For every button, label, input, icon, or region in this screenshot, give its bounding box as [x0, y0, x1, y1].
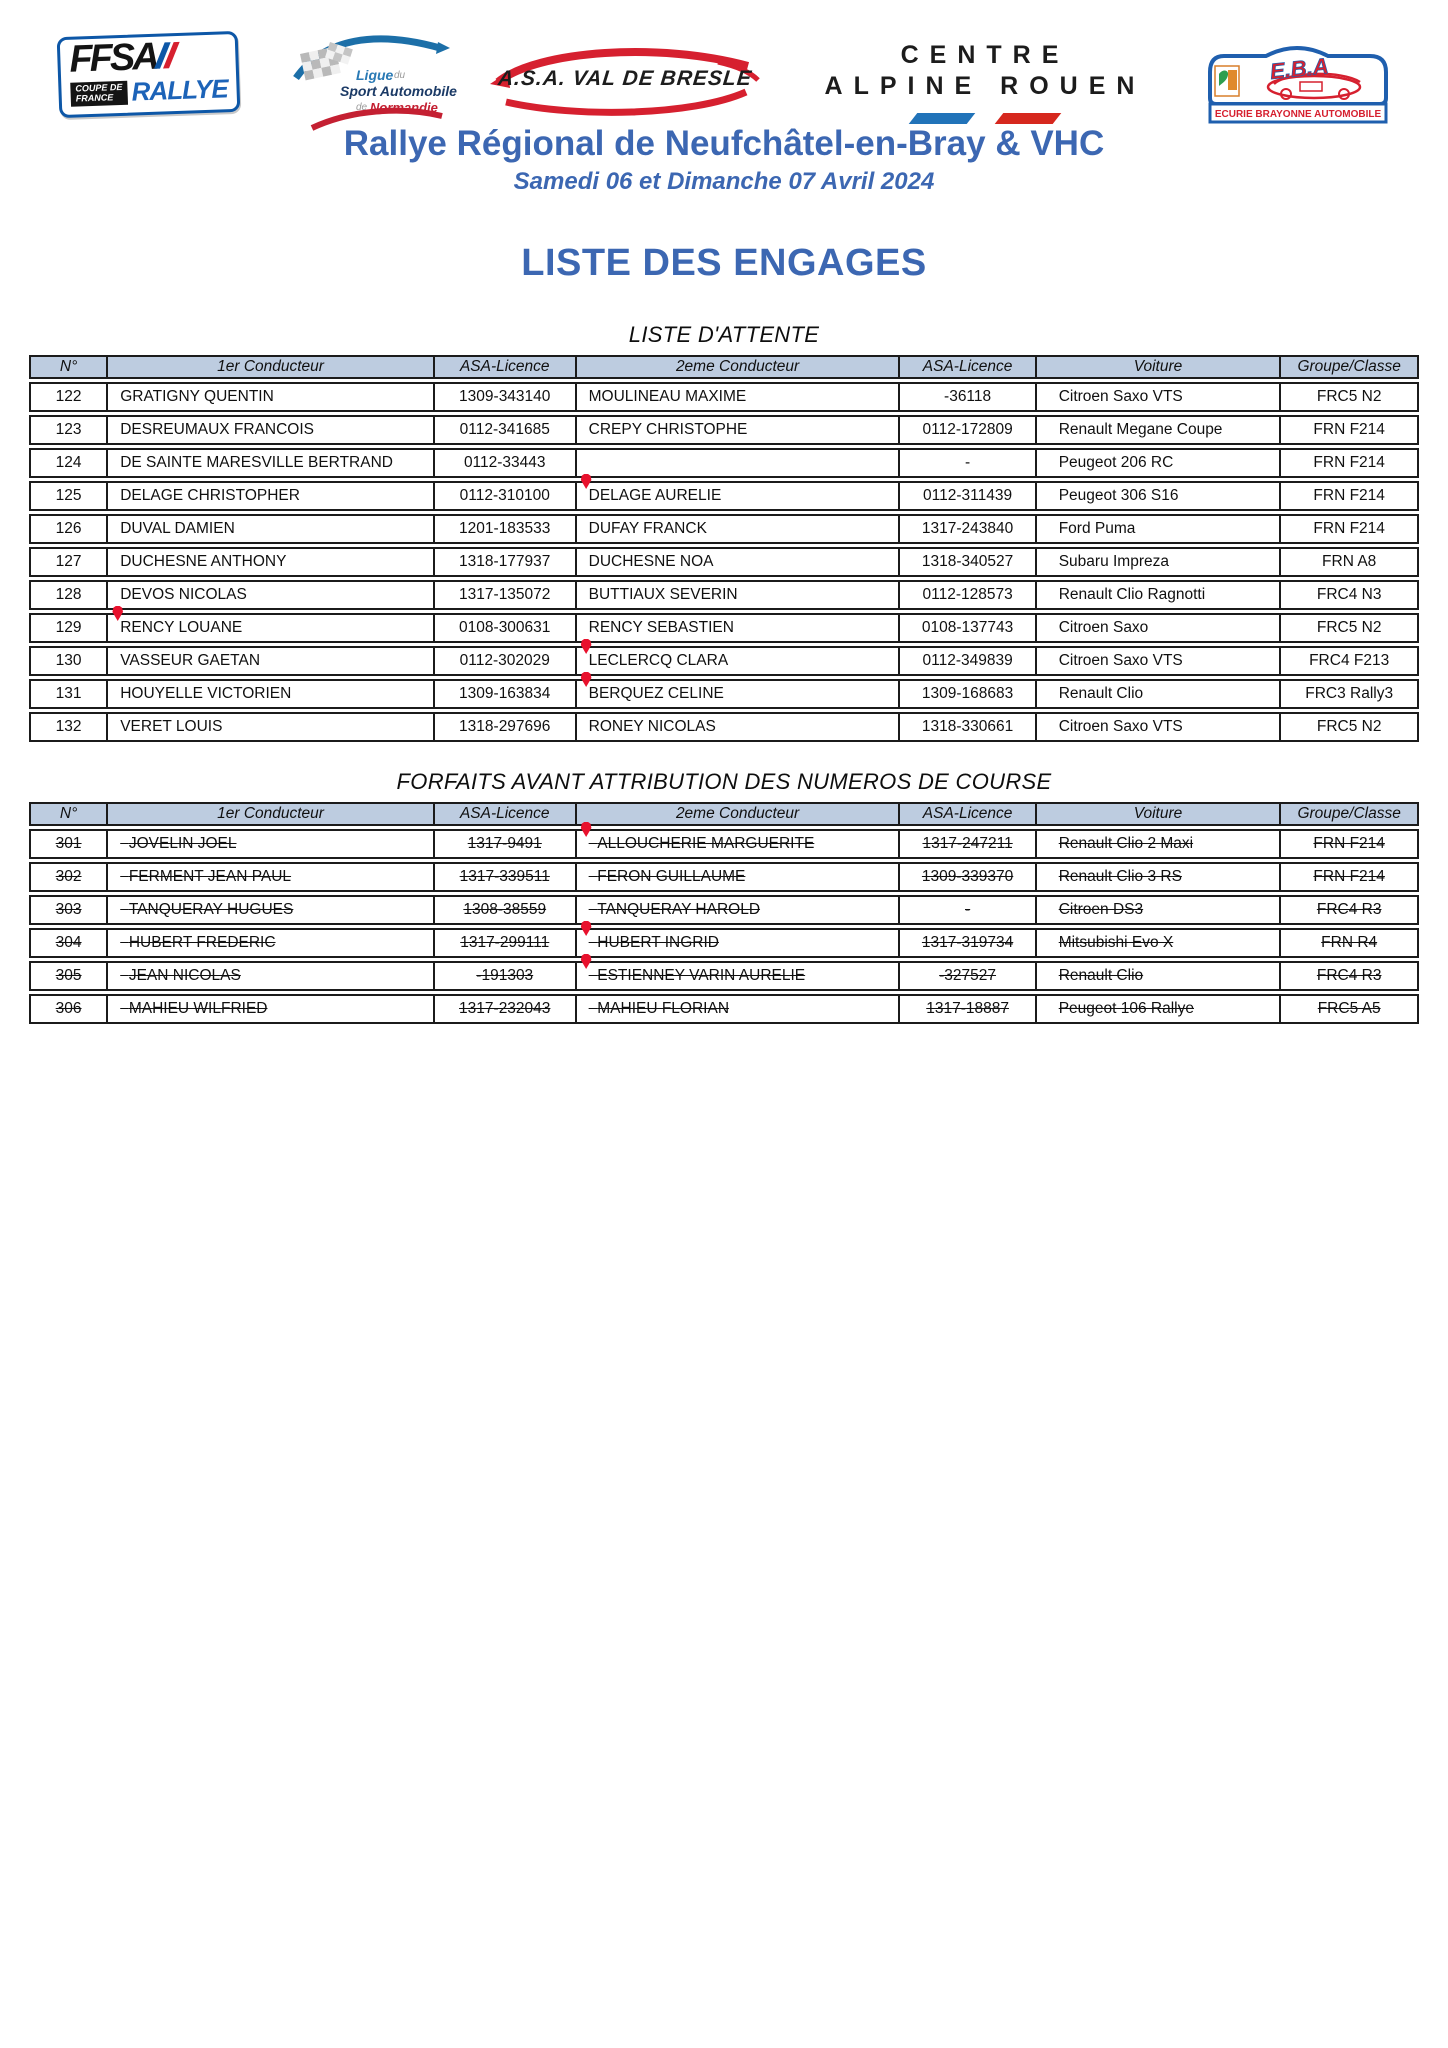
- driver1-name: VASSEUR GAETAN: [108, 646, 435, 676]
- group-class: FRC5 N2: [1281, 613, 1419, 643]
- car-name: Citroen Saxo VTS: [1037, 712, 1282, 742]
- event-date: Samedi 06 et Dimanche 07 Avril 2024: [513, 168, 935, 195]
- driver2-licence: 1317-247211: [900, 829, 1036, 859]
- col-header-num: N°: [29, 355, 108, 379]
- ffsa-slash-icon: [156, 35, 175, 78]
- centre-word: CENTRE: [900, 41, 1070, 69]
- forfait-row: [29, 928, 1419, 958]
- driver2-licence: 1309-339370: [900, 862, 1036, 892]
- row-number: 131: [29, 679, 108, 709]
- driver1-licence: 0112-341685: [435, 415, 577, 445]
- ligue-du: du: [394, 70, 406, 81]
- driver2-name: BERQUEZ CELINE: [577, 679, 901, 709]
- driver1-name: DUVAL DAMIEN: [108, 514, 435, 544]
- driver1-licence: -191303: [435, 961, 577, 991]
- ligue-normandie-graphic: [290, 28, 458, 136]
- car-name: Peugeot 206 RC: [1037, 448, 1282, 478]
- forfaits-table: [29, 799, 1419, 1027]
- waiting-row: [29, 646, 1419, 676]
- centre-alpine-rouen-logo: [820, 40, 1150, 124]
- waiting-list-header-row: [29, 355, 1419, 379]
- row-number: 130: [29, 646, 108, 676]
- driver1-licence: 1317-135072: [435, 580, 577, 610]
- row-number: 301: [29, 829, 108, 859]
- ffsa-wordmark: FFSA: [68, 35, 158, 81]
- row-number: 303: [29, 895, 108, 925]
- row-number: 129: [29, 613, 108, 643]
- driver2-licence: 1317-319734: [900, 928, 1036, 958]
- row-number: 125: [29, 481, 108, 511]
- forfait-row: [29, 895, 1419, 925]
- driver2-licence: -: [900, 895, 1036, 925]
- forfait-row: [29, 961, 1419, 991]
- france-stripes-icon: [820, 113, 1150, 124]
- ligue-word: Ligue: [356, 67, 394, 83]
- group-class: FRC5 N2: [1281, 712, 1419, 742]
- driver1-name: TANQUERAY HUGUES: [108, 895, 435, 925]
- group-class: FRC3 Rally3: [1281, 679, 1419, 709]
- waiting-row: [29, 382, 1419, 412]
- forfaits-header-row: [29, 802, 1419, 826]
- col-header-group: Groupe/Classe: [1281, 802, 1419, 826]
- group-class: FRN F214: [1281, 514, 1419, 544]
- group-class: FRC4 N3: [1281, 580, 1419, 610]
- driver2-name: CREPY CHRISTOPHE: [577, 415, 901, 445]
- waiting-row: [29, 415, 1419, 445]
- driver2-name: MAHIEU FLORIAN: [577, 994, 901, 1024]
- driver1-licence: 0112-302029: [435, 646, 577, 676]
- row-number: 304: [29, 928, 108, 958]
- driver1-licence: 1309-343140: [435, 382, 577, 412]
- driver1-name: MAHIEU WILFRIED: [108, 994, 435, 1024]
- driver2-name: RONEY NICOLAS: [577, 712, 901, 742]
- waiting-row: [29, 448, 1419, 478]
- forfait-row: [29, 862, 1419, 892]
- driver1-licence: 0112-310100: [435, 481, 577, 511]
- car-name: Mitsubishi Evo X: [1037, 928, 1282, 958]
- ligue-sport-automobile: Sport Automobile: [340, 83, 457, 99]
- car-name: Subaru Impreza: [1037, 547, 1282, 577]
- waiting-row: [29, 481, 1419, 511]
- asa-wordmark: A.S.A. VAL DE BRESLE: [496, 67, 754, 90]
- driver1-name: FERMENT JEAN PAUL: [108, 862, 435, 892]
- driver2-licence: -327527: [900, 961, 1036, 991]
- driver1-licence: 1318-297696: [435, 712, 577, 742]
- col-header-driver2: 2eme Conducteur: [577, 802, 901, 826]
- section-title-forfaits: FORFAITS AVANT ATTRIBUTION DES NUMEROS DE COURSE: [396, 769, 1052, 794]
- group-class: FRC5 N2: [1281, 382, 1419, 412]
- car-name: Citroen Saxo VTS: [1037, 382, 1282, 412]
- driver2-licence: 1318-330661: [900, 712, 1036, 742]
- driver1-licence: 0112-33443: [435, 448, 577, 478]
- row-number: 302: [29, 862, 108, 892]
- eba-logo: [1202, 40, 1394, 133]
- driver1-name: RENCY LOUANE: [108, 613, 435, 643]
- car-name: Renault Megane Coupe: [1037, 415, 1282, 445]
- group-class: FRN A8: [1281, 547, 1419, 577]
- col-header-num: N°: [29, 802, 108, 826]
- row-number: 132: [29, 712, 108, 742]
- driver1-licence: 1317-339511: [435, 862, 577, 892]
- car-name: Renault Clio Ragnotti: [1037, 580, 1282, 610]
- driver1-licence: 0108-300631: [435, 613, 577, 643]
- driver2-licence: 0112-128573: [900, 580, 1036, 610]
- car-name: Renault Clio: [1037, 679, 1282, 709]
- row-number: 128: [29, 580, 108, 610]
- group-class: FRN F214: [1281, 481, 1419, 511]
- driver2-name: DELAGE AURELIE: [577, 481, 901, 511]
- asa-val-de-bresle-logo: [480, 42, 770, 116]
- alpine-rouen-word: ALPINE ROUEN: [824, 72, 1146, 101]
- forfait-row: [29, 994, 1419, 1024]
- car-name: Renault Clio 2 Maxi: [1037, 829, 1282, 859]
- row-number: 124: [29, 448, 108, 478]
- group-class: FRN F214: [1281, 448, 1419, 478]
- col-header-car: Voiture: [1037, 802, 1282, 826]
- driver2-name: LECLERCQ CLARA: [577, 646, 901, 676]
- car-name: Renault Clio: [1037, 961, 1282, 991]
- car-name: Citroen Saxo: [1037, 613, 1282, 643]
- driver2-licence: 0108-137743: [900, 613, 1036, 643]
- section-title-attente: LISTE D'ATTENTE: [628, 322, 820, 347]
- driver2-licence: 0112-311439: [900, 481, 1036, 511]
- group-class: FRC4 R3: [1281, 895, 1419, 925]
- col-header-licence2: ASA-Licence: [900, 802, 1036, 826]
- driver1-licence: 1201-183533: [435, 514, 577, 544]
- list-title: LISTE DES ENGAGES: [521, 242, 927, 284]
- driver1-name: DEVOS NICOLAS: [108, 580, 435, 610]
- col-header-driver1: 1er Conducteur: [108, 802, 435, 826]
- ffsa-rallye: RALLYE: [131, 73, 229, 107]
- ffsa-logo: [58, 34, 239, 115]
- group-class: FRN F214: [1281, 862, 1419, 892]
- group-class: FRN F214: [1281, 829, 1419, 859]
- driver1-name: HUBERT FREDERIC: [108, 928, 435, 958]
- row-number: 126: [29, 514, 108, 544]
- car-name: Peugeot 106 Rallye: [1037, 994, 1282, 1024]
- ffsa-coupe-de: COUPE DE: [75, 81, 123, 94]
- driver1-licence: 1317-299111: [435, 928, 577, 958]
- page-title: Rallye Régional de Neufchâtel-en-Bray & VHC: [343, 124, 1105, 163]
- row-number: 122: [29, 382, 108, 412]
- row-number: 305: [29, 961, 108, 991]
- driver2-name: HUBERT INGRID: [577, 928, 901, 958]
- driver1-licence: 1317-232043: [435, 994, 577, 1024]
- driver2-licence: 1318-340527: [900, 547, 1036, 577]
- group-class: FRN F214: [1281, 415, 1419, 445]
- col-header-licence2: ASA-Licence: [900, 355, 1036, 379]
- driver2-name: BUTTIAUX SEVERIN: [577, 580, 901, 610]
- waiting-row: [29, 613, 1419, 643]
- driver2-licence: -36118: [900, 382, 1036, 412]
- driver2-licence: 1317-243840: [900, 514, 1036, 544]
- car-name: Renault Clio 3 RS: [1037, 862, 1282, 892]
- driver1-name: DESREUMAUX FRANCOIS: [108, 415, 435, 445]
- waiting-row: [29, 514, 1419, 544]
- group-class: FRC4 R3: [1281, 961, 1419, 991]
- col-header-licence1: ASA-Licence: [435, 802, 577, 826]
- ligue-de: de: [356, 102, 368, 113]
- group-class: FRC5 A5: [1281, 994, 1419, 1024]
- driver2-name: [577, 448, 901, 478]
- driver1-name: DUCHESNE ANTHONY: [108, 547, 435, 577]
- col-header-driver2: 2eme Conducteur: [577, 355, 901, 379]
- col-header-licence1: ASA-Licence: [435, 355, 577, 379]
- driver2-name: DUCHESNE NOA: [577, 547, 901, 577]
- ligue-normandie-word: Normandie: [370, 100, 438, 115]
- driver2-name: ALLOUCHERIE MARGUERITE: [577, 829, 901, 859]
- waiting-list-table: [29, 352, 1419, 745]
- car-name: Citroen Saxo VTS: [1037, 646, 1282, 676]
- car-name: Peugeot 306 S16: [1037, 481, 1282, 511]
- driver1-licence: 1317-9491: [435, 829, 577, 859]
- driver2-name: DUFAY FRANCK: [577, 514, 901, 544]
- row-number: 306: [29, 994, 108, 1024]
- driver2-licence: 1317-18887: [900, 994, 1036, 1024]
- col-header-car: Voiture: [1037, 355, 1282, 379]
- driver1-name: VERET LOUIS: [108, 712, 435, 742]
- driver2-name: TANQUERAY HAROLD: [577, 895, 901, 925]
- driver2-name: ESTIENNEY VARIN AURELIE: [577, 961, 901, 991]
- forfait-row: [29, 829, 1419, 859]
- waiting-row: [29, 547, 1419, 577]
- driver2-name: MOULINEAU MAXIME: [577, 382, 901, 412]
- waiting-row: [29, 679, 1419, 709]
- driver1-name: JOVELIN JOEL: [108, 829, 435, 859]
- row-number: 127: [29, 547, 108, 577]
- group-class: FRN R4: [1281, 928, 1419, 958]
- driver2-licence: 1309-168683: [900, 679, 1036, 709]
- eba-banner-text: ECURIE BRAYONNE AUTOMOBILE: [1214, 109, 1382, 120]
- driver1-licence: 1318-177937: [435, 547, 577, 577]
- driver2-licence: 0112-349839: [900, 646, 1036, 676]
- row-number: 123: [29, 415, 108, 445]
- driver2-name: FERON GUILLAUME: [577, 862, 901, 892]
- eba-plate-graphic: [1202, 40, 1394, 128]
- driver1-name: HOUYELLE VICTORIEN: [108, 679, 435, 709]
- waiting-row: [29, 580, 1419, 610]
- car-name: Ford Puma: [1037, 514, 1282, 544]
- driver1-name: DELAGE CHRISTOPHER: [108, 481, 435, 511]
- driver1-licence: 1309-163834: [435, 679, 577, 709]
- driver1-name: DE SAINTE MARESVILLE BERTRAND: [108, 448, 435, 478]
- car-name: Citroen DS3: [1037, 895, 1282, 925]
- ffsa-france: FRANCE: [75, 91, 114, 104]
- driver2-licence: -: [900, 448, 1036, 478]
- ffsa-logo-box: [57, 31, 241, 118]
- waiting-row: [29, 712, 1419, 742]
- driver2-licence: 0112-172809: [900, 415, 1036, 445]
- col-header-driver1: 1er Conducteur: [108, 355, 435, 379]
- col-header-group: Groupe/Classe: [1281, 355, 1419, 379]
- driver1-name: JEAN NICOLAS: [108, 961, 435, 991]
- driver2-name: RENCY SEBASTIEN: [577, 613, 901, 643]
- group-class: FRC4 F213: [1281, 646, 1419, 676]
- driver1-name: GRATIGNY QUENTIN: [108, 382, 435, 412]
- driver1-licence: 1308-38559: [435, 895, 577, 925]
- eba-wordmark: E.B.A: [1268, 53, 1330, 85]
